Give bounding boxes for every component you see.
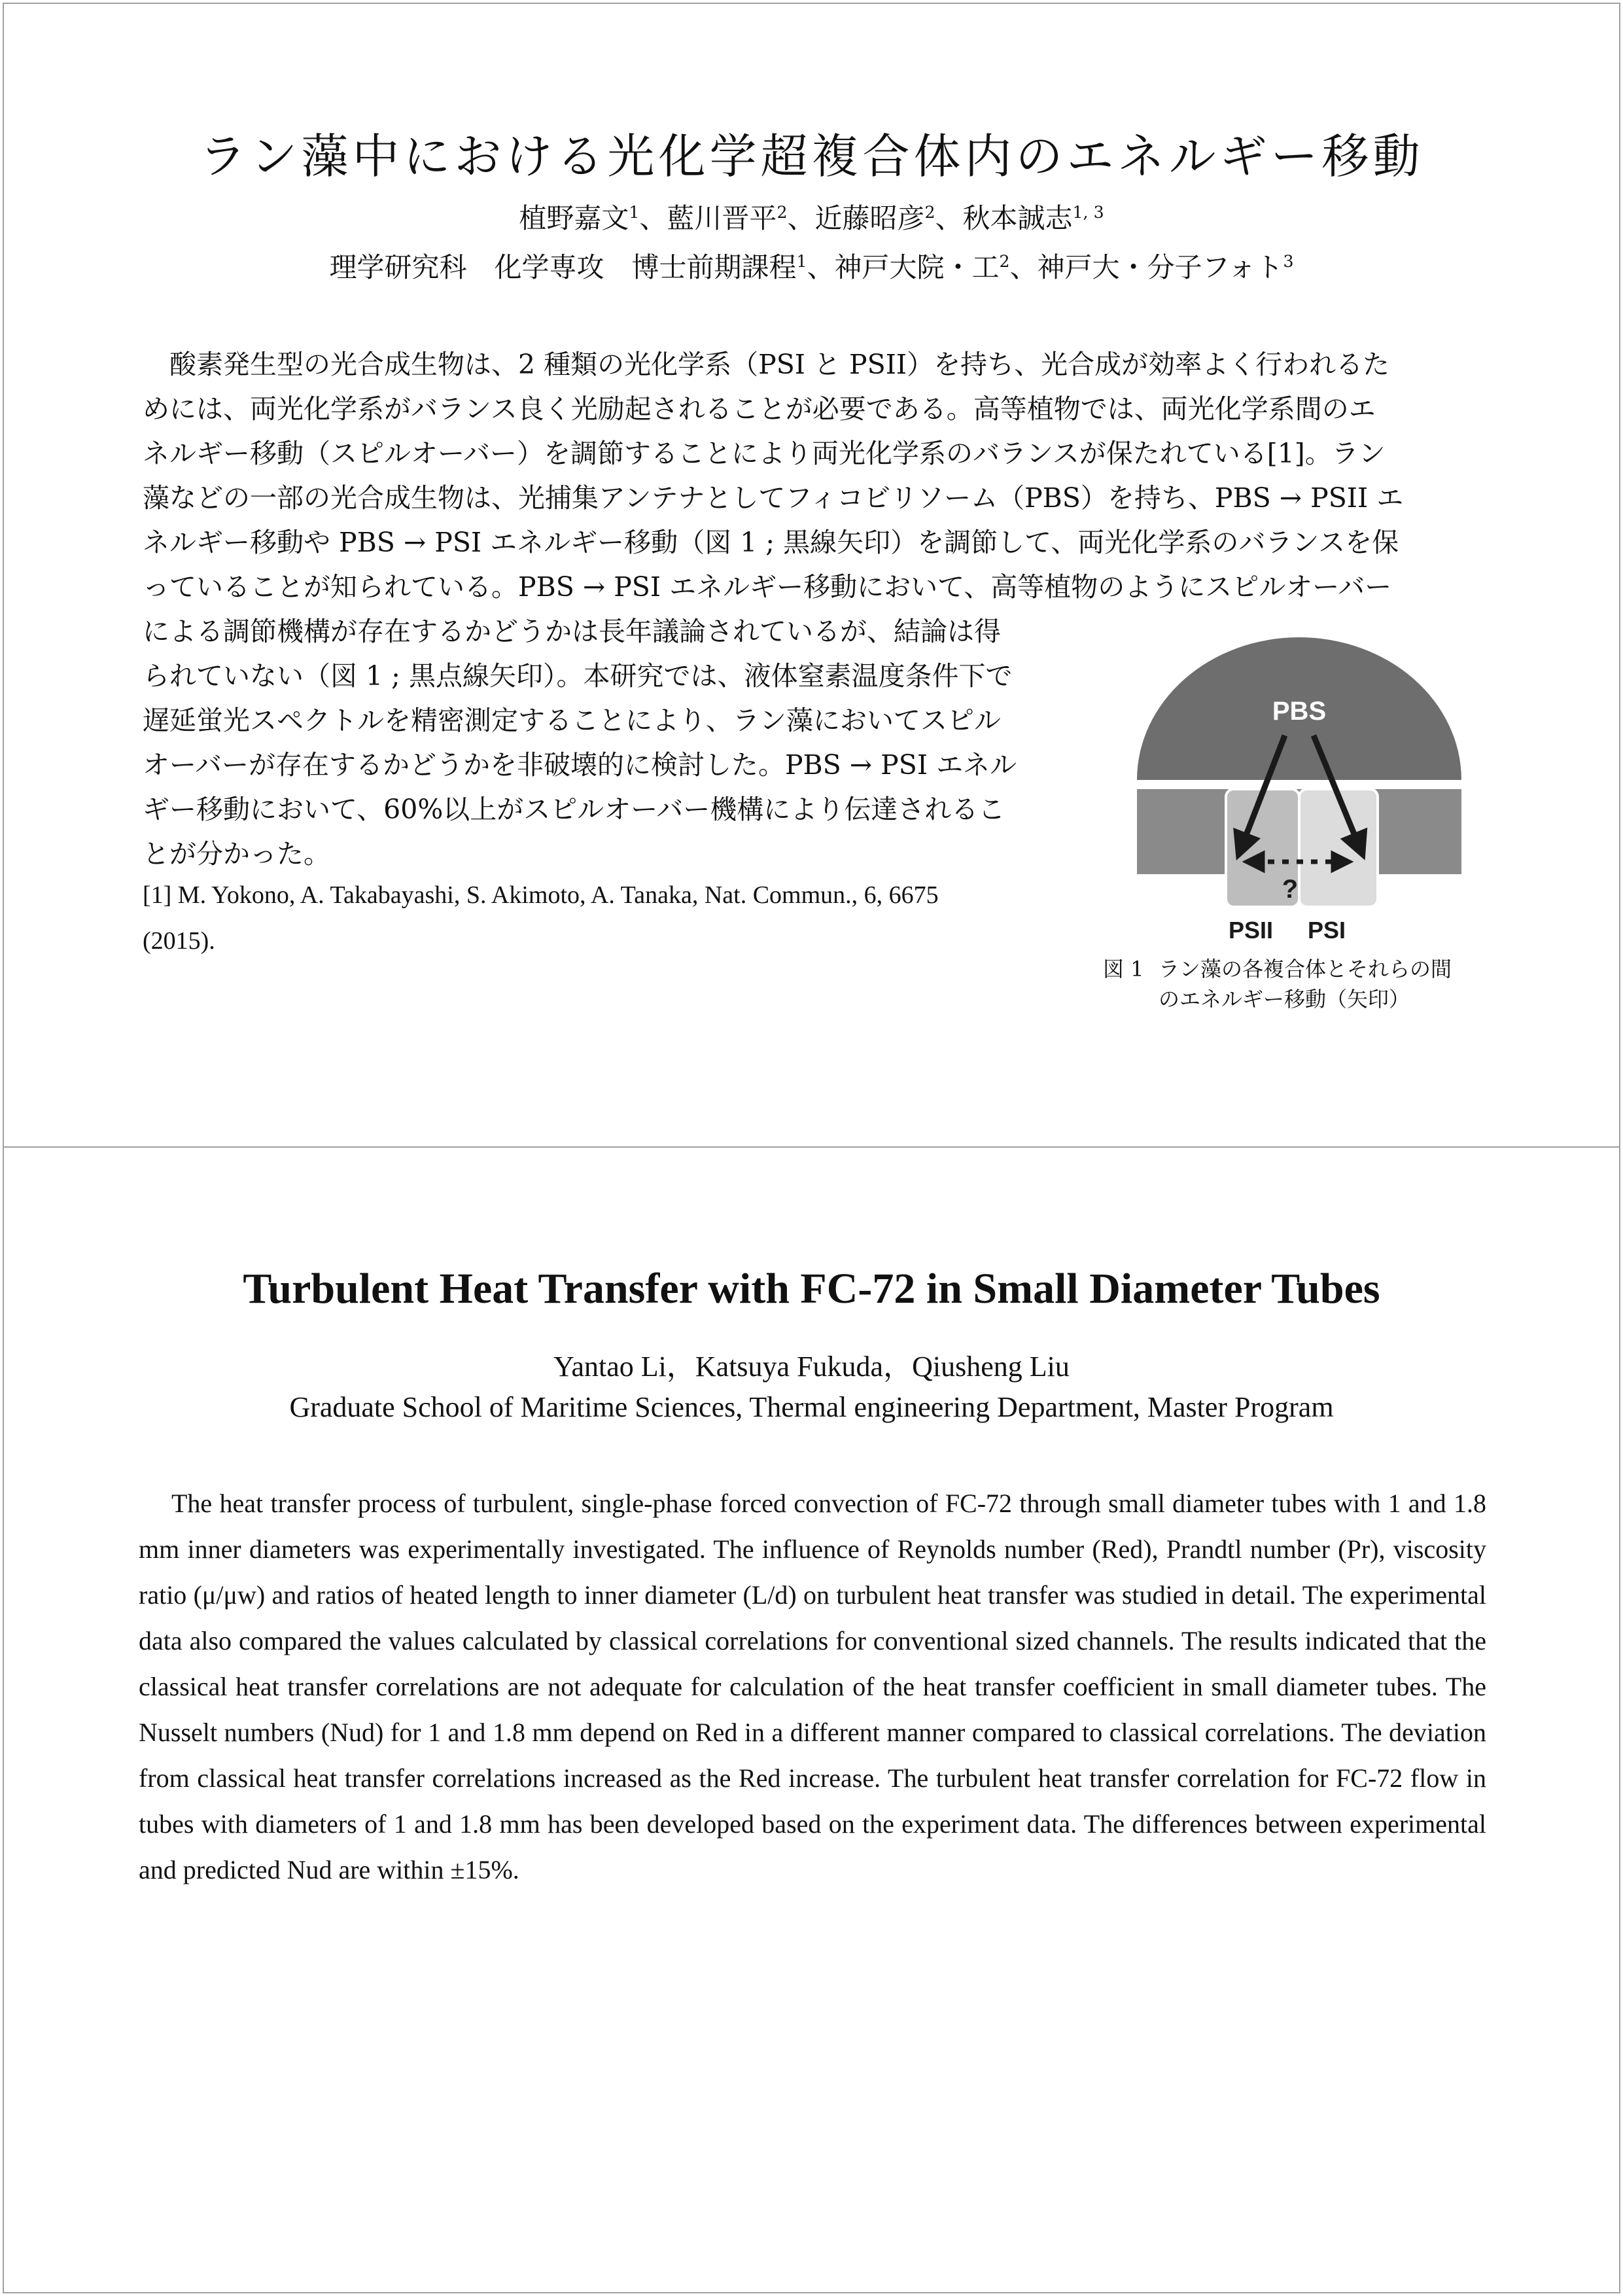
psi-label: PSI xyxy=(1307,917,1346,944)
jp-affiliation-1: 理学研究科 化学専攻 博士前期課程 xyxy=(329,251,797,283)
jp-author-3-sup: 2 xyxy=(924,203,935,222)
psii-label: PSII xyxy=(1228,917,1274,944)
figure-1-number: 図 1 xyxy=(1103,957,1144,981)
jp-abstract-line: めには、両光化学系がバランス良く光励起されることが必要である。高等植物では、両光化学系間のエ xyxy=(143,393,1376,425)
en-paper-title: Turbulent Heat Transfer with FC-72 in Small Diameter Tubes xyxy=(243,1265,1380,1313)
jp-abstract-line: られていない（図 1 ; 黒点線矢印）。本研究では、液体窒素温度条件下で xyxy=(143,660,1013,692)
reference-line-1: [1] M. Yokono, A. Takabayashi, S. Akimoto, A. Tanaka, Nat. Commun., 6, 6675 xyxy=(143,881,939,909)
jp-abstract-line: による調節機構が存在するかどうかは長年議論されているが、結論は得 xyxy=(143,616,1001,647)
jp-author-2: 、藍川晋平 xyxy=(639,202,777,234)
jp-abstract-line: ギー移動において、60%以上がスピルオーバー機構により伝達されるこ xyxy=(143,794,1005,825)
jp-abstract-line: ネルギー移動（スピルオーバー）を調節することにより両光化学系のバランスが保たれている[1]。ラン xyxy=(143,438,1386,469)
figure-1-diagram xyxy=(1129,637,1469,945)
en-author-list: Yantao Li，Katsuya Fukuda，Qiusheng Liu xyxy=(553,1351,1070,1383)
jp-affiliation-1-sup: 1 xyxy=(796,252,807,271)
jp-abstract-line: っていることが知られている。PBS → PSI エネルギー移動において、高等植物のようにスピルオーバー xyxy=(143,571,1392,603)
psi-block xyxy=(1299,789,1378,907)
jp-affiliation-2: 、神戸大院・工 xyxy=(807,251,1000,283)
jp-author-2-sup: 2 xyxy=(777,203,788,222)
en-affiliation: Graduate School of Maritime Sciences, Thermal engineering Department, Master Program xyxy=(289,1391,1334,1423)
jp-author-4-sup: 1, 3 xyxy=(1072,203,1104,222)
jp-abstract-line: とが分かった。 xyxy=(143,838,330,870)
reference-line-2: (2015). xyxy=(143,927,215,955)
pbs-label: PBS xyxy=(1272,697,1327,726)
en-abstract-body: The heat transfer process of turbulent, single-phase forced convection of FC-72 through small diameter tubes with 1 and 1.8 mm inner diameters was experimentally investigated. The influence of Reynolds number (Red), Prandtl number (Pr), viscosity ratio (μ/μw) and ratios of heated length to inner diameter (L/d) on turbulent heat transfer was studied in detail. The experimental data also compared the values calculated by classical correlations for conventional sized channels. The results indicated that the classical heat transfer correlations are not adequate for calculation of the heat transfer coefficient in small diameter tubes. The Nusselt numbers (Nud) for 1 and 1.8 mm depend on Red in a different manner compared to classical correlations. The deviation from classical heat transfer correlations increased as the Red increase. The turbulent heat transfer correlation for FC-72 flow in tubes with diameters of 1 and 1.8 mm has been developed based on the experiment data. The differences between experimental and predicted Nud are within ±15%. xyxy=(139,1489,1486,1884)
jp-author-4: 、秋本誠志 xyxy=(935,202,1073,234)
jp-affiliation xyxy=(4,246,1619,285)
jp-affiliation-2-sup: 2 xyxy=(999,252,1010,271)
jp-abstract-line: 遅延蛍光スペクトルを精密測定することにより、ラン藻においてスピル xyxy=(143,705,1001,736)
question-mark: ? xyxy=(1282,875,1299,904)
jp-author-1: 植野嘉文 xyxy=(519,202,629,234)
jp-affiliation-3-sup: 3 xyxy=(1283,252,1294,271)
jp-abstract-line: 酸素発生型の光合成生物は、2 種類の光化学系（PSI と PSII）を持ち、光合成が効率よく行われるた xyxy=(143,349,1390,380)
figure-1-caption-line-2: のエネルギー移動（矢印） xyxy=(1159,987,1410,1012)
figure-1-caption-line-1: ラン藻の各複合体とそれらの間 xyxy=(1159,957,1452,981)
jp-author-3: 、近藤昭彦 xyxy=(787,202,925,234)
jp-affiliation-3: 、神戸大・分子フォト xyxy=(1009,251,1283,283)
jp-author-list xyxy=(4,197,1619,236)
jp-abstract-line: 藻などの一部の光合成生物は、光捕集アンテナとしてフィコビリソーム（PBS）を持ち、PBS → PSII エ xyxy=(143,482,1404,514)
jp-abstract-line: オーバーが存在するかどうかを非破壊的に検討した。PBS → PSI エネル xyxy=(143,749,1017,781)
jp-abstract-line: ネルギー移動や PBS → PSI エネルギー移動（図 1 ; 黒線矢印）を調節して、両光化学系のバランスを保 xyxy=(143,527,1399,558)
jp-abstract-panel xyxy=(3,3,1620,1149)
figure-1-caption xyxy=(1103,954,1495,1014)
jp-author-1-sup: 1 xyxy=(629,203,640,222)
jp-paper-title: ラン藻中における光化学超複合体内のエネルギー移動 xyxy=(199,129,1424,184)
